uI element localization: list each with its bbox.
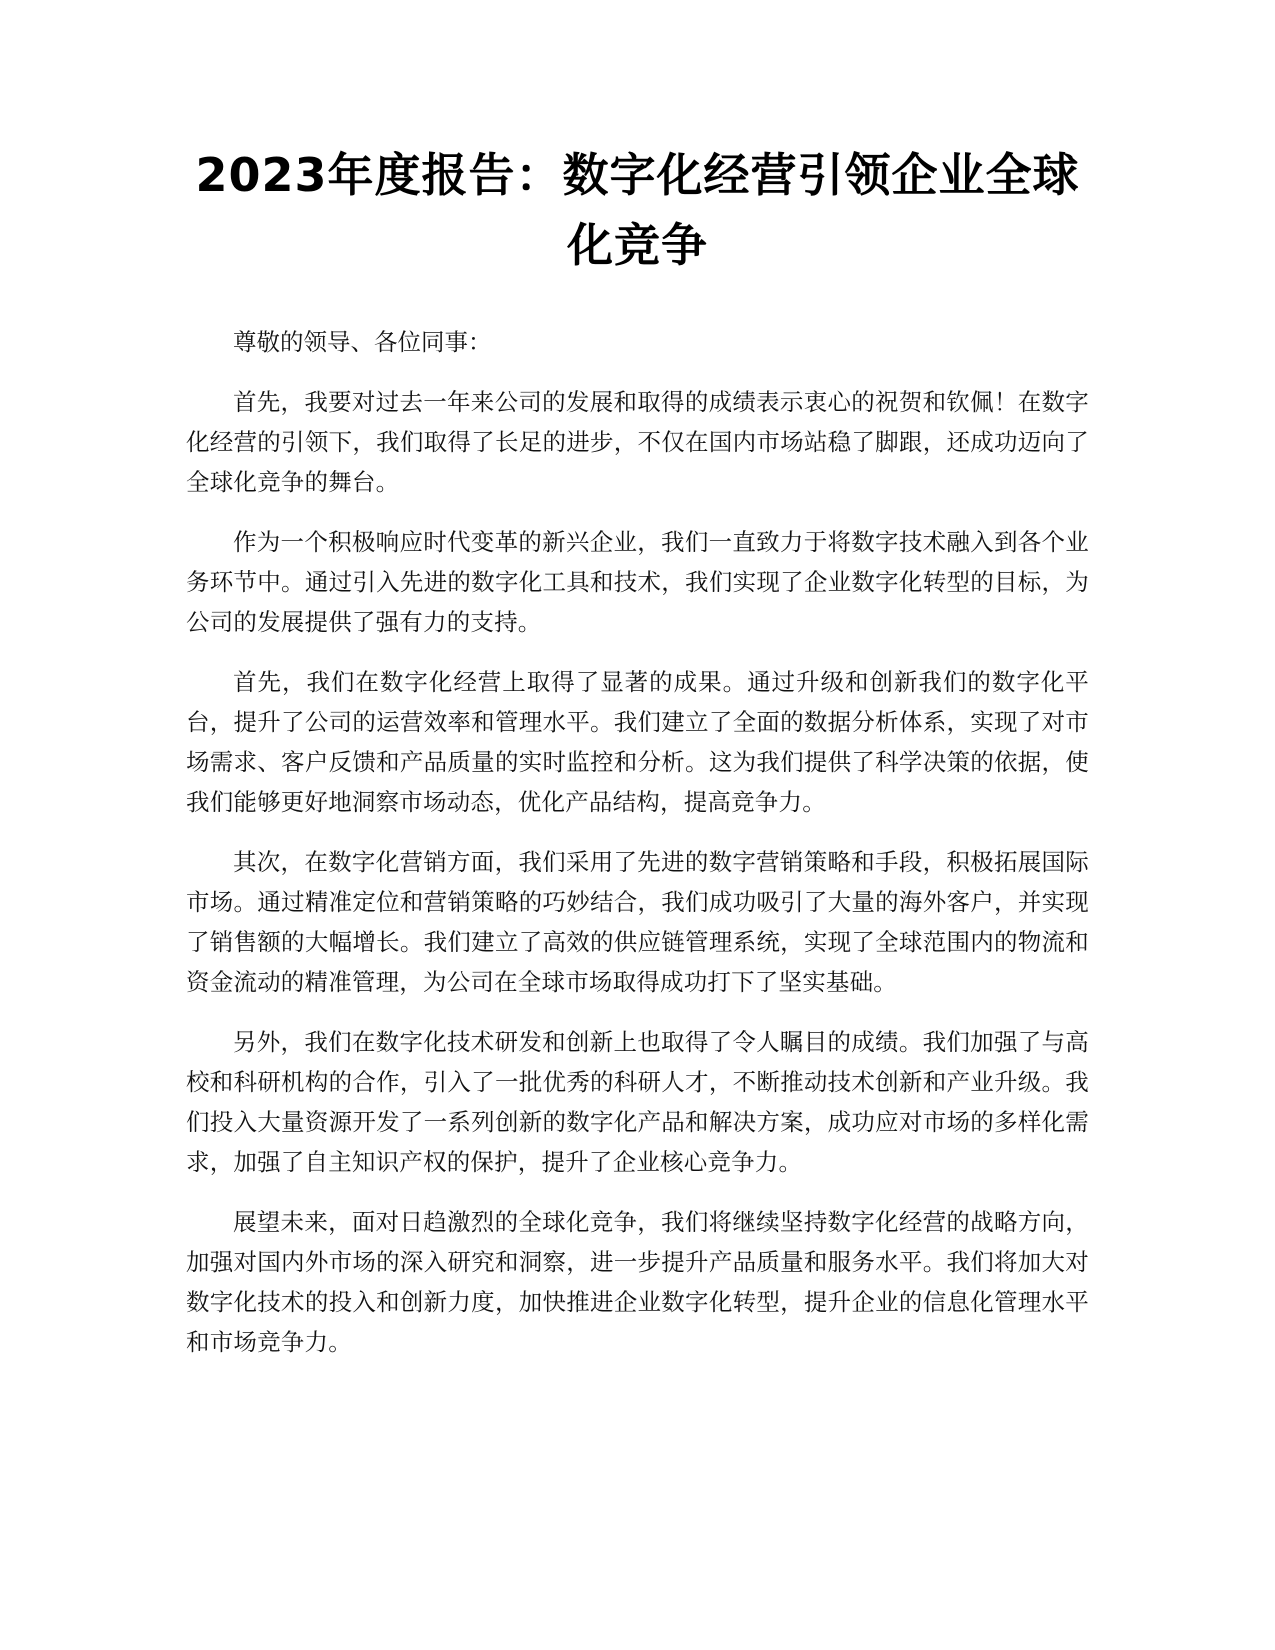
paragraph-6: 展望未来，面对日趋激烈的全球化竞争，我们将继续坚持数字化经营的战略方向，加强对国内外市场的深入研究和洞察，进一步提升产品质量和服务水平。我们将加大对数字化技术的投入和创新力度，加快推进企业数字化转型，提升企业的信息化管理水平和市场竞争力。 — [186, 1208, 1089, 1356]
paragraph-4: 其次，在数字化营销方面，我们采用了先进的数字营销策略和手段，积极拓展国际市场。通过精准定位和营销策略的巧妙结合，我们成功吸引了大量的海外客户，并实现了销售额的大幅增长。我们建立了高效的供应链管理系统，实现了全球范围内的物流和资金流动的精准管理，为公司在全球市场取得成功打下了坚实基础。 — [186, 848, 1089, 996]
document-body — [186, 322, 1089, 1382]
paragraph-5: 另外，我们在数字化技术研发和创新上也取得了令人瞩目的成绩。我们加强了与高校和科研机构的合作，引入了一批优秀的科研人才，不断推动技术创新和产业升级。我们投入大量资源开发了一系列创新的数字化产品和解决方案，成功应对市场的多样化需求，加强了自主知识产权的保护，提升了企业核心竞争力。 — [186, 1028, 1089, 1176]
paragraph-3: 首先，我们在数字化经营上取得了显著的成果。通过升级和创新我们的数字化平台，提升了公司的运营效率和管理水平。我们建立了全面的数据分析体系，实现了对市场需求、客户反馈和产品质量的实时监控和分析。这为我们提供了科学决策的依据，使我们能够更好地洞察市场动态，优化产品结构，提高竞争力。 — [186, 668, 1089, 816]
paragraph-2: 作为一个积极响应时代变革的新兴企业，我们一直致力于将数字技术融入到各个业务环节中。通过引入先进的数字化工具和技术，我们实现了企业数字化转型的目标，为公司的发展提供了强有力的支持。 — [186, 528, 1089, 636]
paragraph-1: 首先，我要对过去一年来公司的发展和取得的成绩表示衷心的祝贺和钦佩！在数字化经营的引领下，我们取得了长足的进步，不仅在国内市场站稳了脚跟，还成功迈向了全球化竞争的舞台。 — [186, 388, 1089, 496]
greeting-line: 尊敬的领导、各位同事： — [233, 328, 492, 356]
document-title: 2023年度报告：数字化经营引领企业全球化竞争 — [195, 148, 1080, 272]
